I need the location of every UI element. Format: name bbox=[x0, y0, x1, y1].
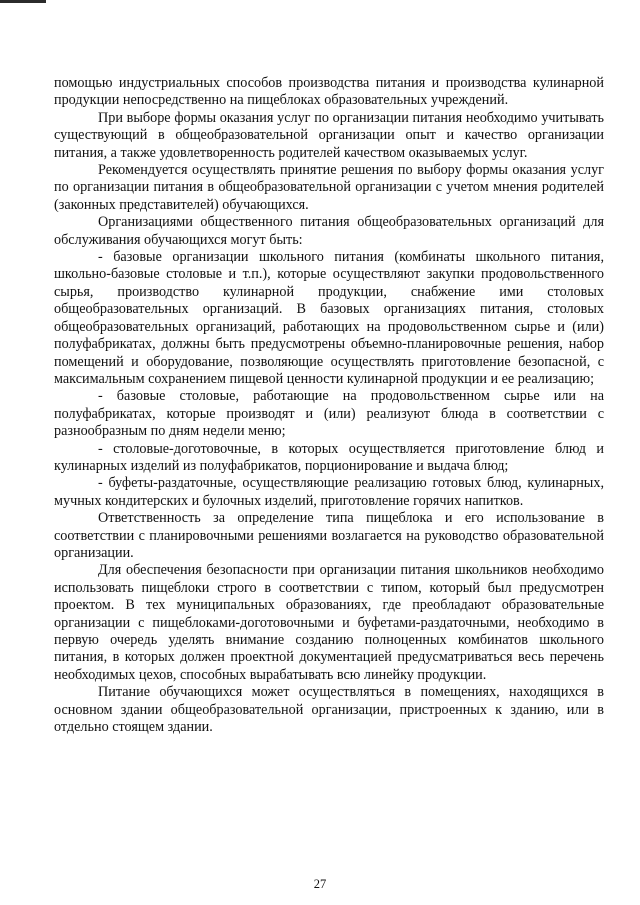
list-item-finishing-canteens: - столовые-доготовочные, в которых осуществляется приготовление блюд и кулинарных изделий из полуфабрикатов, порционирование и выдача блюд; bbox=[54, 440, 604, 474]
paragraph-continuation: помощью индустриальных способов производства питания и производства кулинарной продукции непосредственно на пищеблоках образовательных учреждений. bbox=[54, 75, 604, 109]
paragraph-premises: Питание обучающихся может осуществляться в помещениях, находящихся в основном здании общеобразовательной организации, пристроенных к зданию, или в отдельно стоящем здании. bbox=[54, 684, 604, 736]
document-body bbox=[54, 75, 604, 736]
paragraph-responsibility: Ответственность за определение типа пищеблока и его использование в соответствии с планировочными решениями возлагается на руководство образовательной организации. bbox=[54, 510, 604, 561]
scan-edge-mark bbox=[0, 0, 46, 3]
list-item-base-organizations: - базовые организации школьного питания (комбинаты школьного питания, школьно-базовые столовые и т.п.), которые осуществляют закупки продовольственного сырья, производство кулинарной продукции, снабжение ими столовых общеобразовательных организаций. В базовых организациях питания, столовых общеобразовательных организаций, работающих на продовольственном сырье и (или) полуфабрикатах, должны быть предусмотрены объемно-планировочные решения, набор помещений и оборудование, позволяющие осуществлять приготовление безопасной, с максимальным сохранением пищевой ценности кулинарной продукции и ее реализацию; bbox=[54, 249, 604, 387]
page-number: 27 bbox=[313, 877, 327, 891]
list-item-buffets: - буфеты-раздаточные, осуществляющие реализацию готовых блюд, кулинарных, мучных кондитерских и булочных изделий, приготовление горячих напитков. bbox=[54, 475, 604, 509]
paragraph-parents-opinion: Рекомендуется осуществлять принятие решения по выбору формы оказания услуг по организации питания в общеобразовательной организации с учетом мнения родителей (законных представителей) обучающихся. bbox=[54, 162, 604, 213]
paragraph-safety: Для обеспечения безопасности при организации питания школьников необходимо использовать пищеблоки строго в соответствии с типом, который был предусмотрен проектом. В тех муниципальных образованиях, где преобладают образовательные организации с пищеблоками-доготовочными и буфетами-раздаточными, необходимо в первую очередь уделять внимание созданию полноценных комбинатов школьного питания, в которых должен проектной документацией предусматриваться весь перечень необходимых цехов, способных вырабатывать всю линейку продукции. bbox=[54, 562, 604, 683]
paragraph-catering-organizations-intro: Организациями общественного питания общеобразовательных организаций для обслуживания обучающихся могут быть: bbox=[54, 214, 604, 248]
paragraph-service-form-choice: При выборе формы оказания услуг по организации питания необходимо учитывать существующий в общеобразовательной организации опыт и качество организации питания, а также удовлетворенность родителей качеством оказываемых услуг. bbox=[54, 109, 604, 161]
list-item-base-canteens: - базовые столовые, работающие на продовольственном сырье или на полуфабрикатах, которые производят и (или) реализуют блюда в соответствии с разнообразным по дням недели меню; bbox=[54, 388, 604, 440]
